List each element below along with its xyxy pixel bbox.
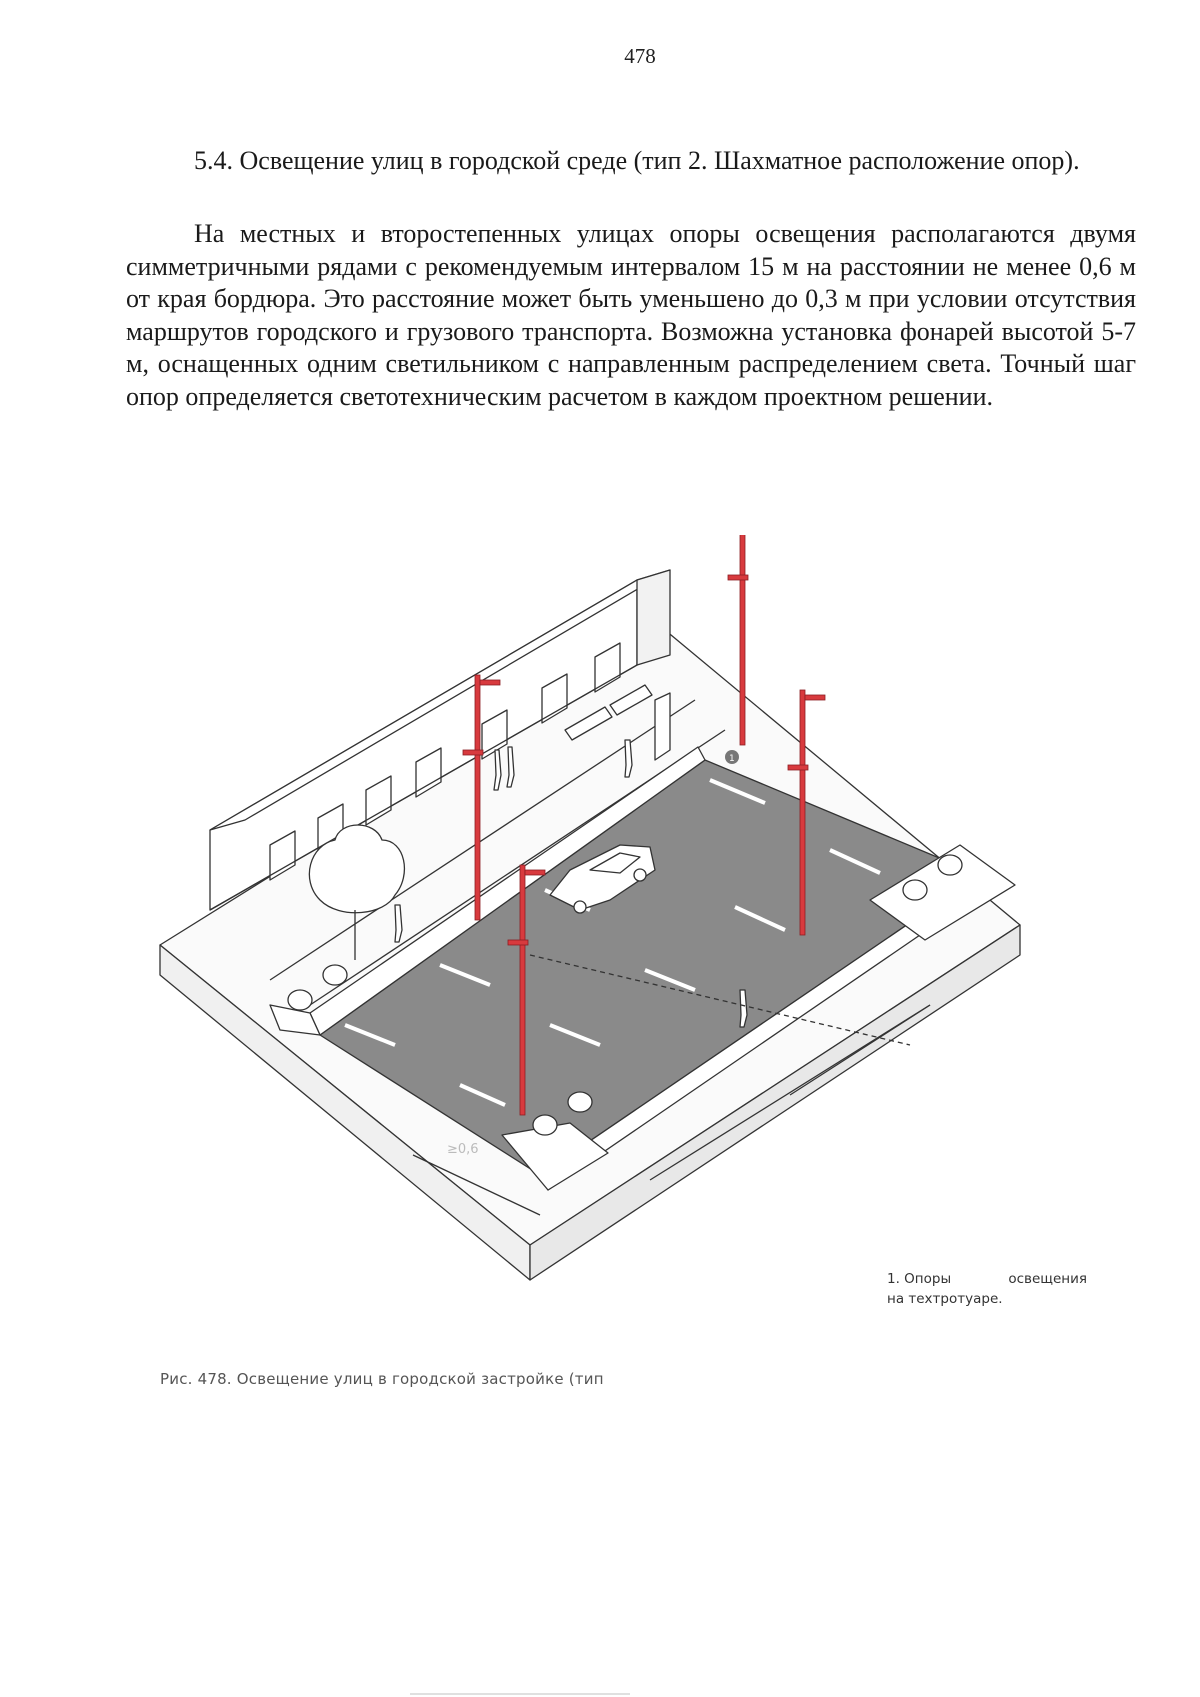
figure-legend (887, 1269, 1087, 1309)
footer-line (410, 1693, 630, 1695)
doorway (655, 693, 670, 760)
legend-line2: на техтротуаре. (887, 1291, 1003, 1307)
marker-number: 1 (729, 754, 735, 764)
dimension-label: ≥0,6 (447, 1142, 479, 1157)
figure-caption: Рис. 478. Освещение улиц в городской застройке (тип (160, 1370, 604, 1388)
section-heading: 5.4. Освещение улиц в городской среде (тип 2. Шахматное расположение опор). (194, 146, 1080, 175)
body-paragraph: На местных и второстепенных улицах опоры освещения располагаются двумя симметричными рядами с рекомендуемым интервалом 15 м на расстоянии не менее 0,6 м от края бордюра. Это расстояние может быть уменьшено до 0,3 м при условии отсутствия маршрутов городского и грузового транспорта. Возможна установка фонарей высотой 5-7 м, оснащенных одним светильником с направленным распределением света. Точный шаг опор определяется светотехническим расчетом в каждом проектном решении. (126, 219, 1136, 411)
street-lighting-figure (150, 535, 1060, 1345)
street-diagram (150, 535, 1060, 1345)
page-number: 478 (624, 44, 656, 68)
legend-line1-a: 1. Опоры (887, 1271, 952, 1287)
building-side (637, 570, 670, 665)
legend-line1-b: освещения (1008, 1271, 1087, 1287)
